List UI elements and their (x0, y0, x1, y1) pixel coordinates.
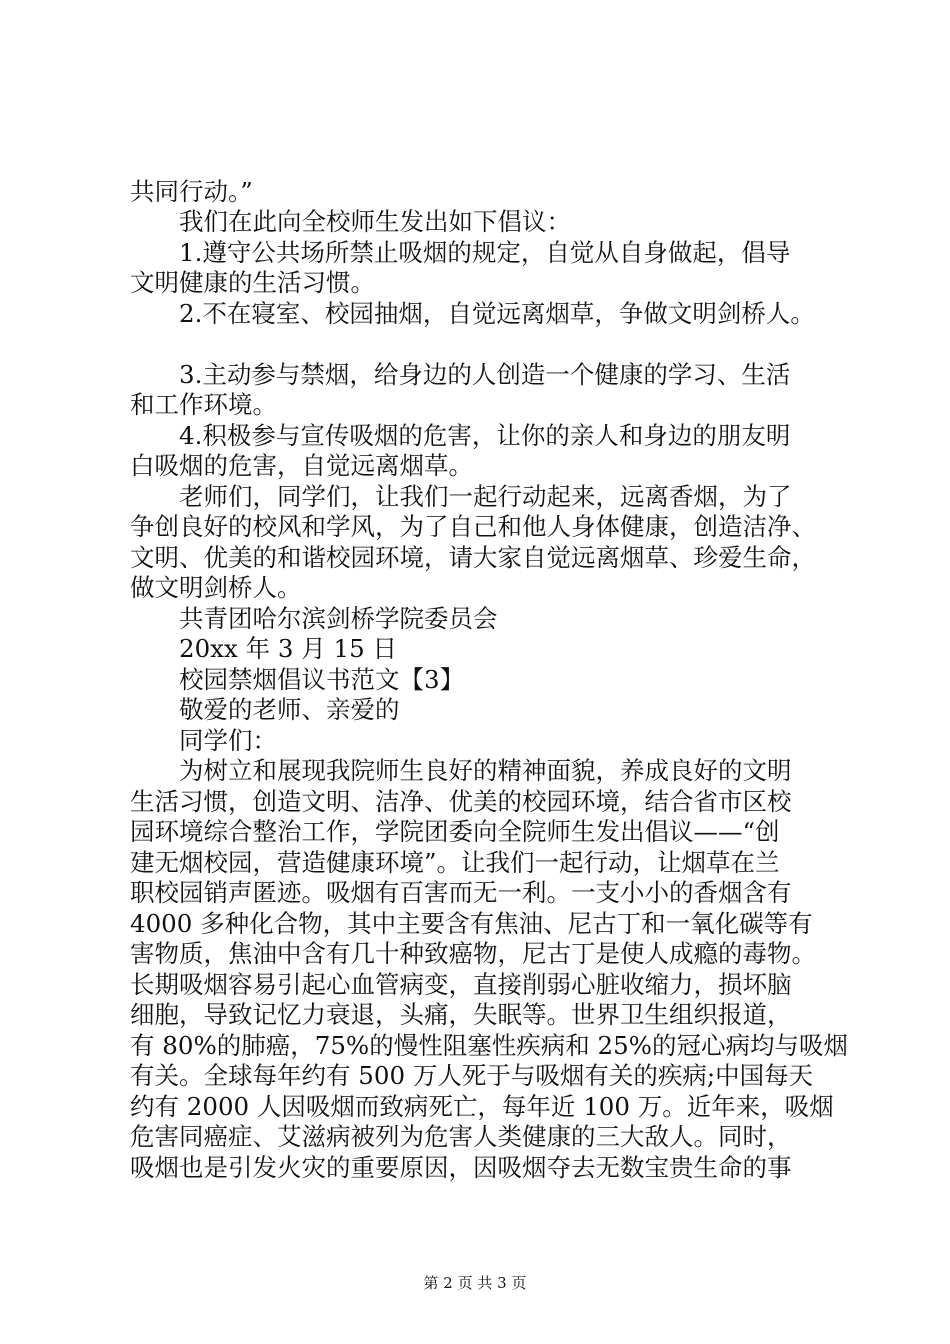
text-line: 职校园销声匿迹。吸烟有百害而无一利。一支小小的香烟含有 (130, 878, 792, 907)
text-line: 约有 2000 人因吸烟而致病死亡，每年近 100 万。近年来，吸烟 (130, 1092, 834, 1121)
text-line: 害物质，焦油中含有几十种致癌物，尼古丁是使人成瘾的毒物。 (130, 939, 816, 968)
text-line: 3.主动参与禁烟，给身边的人创造一个健康的学习、生活 (179, 360, 791, 389)
text-line: 共同行动。” (130, 177, 253, 206)
text-line: 2.不在寝室、校园抽烟，自觉远离烟草，争做文明剑桥人。 (179, 299, 815, 328)
text-line: 园环境综合整治工作，学院团委向全院师生发出倡议——“创 (130, 817, 780, 846)
text-line: 有关。全球每年约有 500 万人死于与吸烟有关的疾病;中国每天 (130, 1061, 814, 1090)
text-line: 做文明剑桥人。 (130, 573, 302, 602)
text-line: 吸烟也是引发火灾的重要原因，因吸烟夺去无数宝贵生命的事 (130, 1153, 792, 1182)
text-line: 生活习惯，创造文明、洁净、优美的校园环境，结合省市区校 (130, 787, 792, 816)
text-line: 白吸烟的危害，自觉远离烟草。 (130, 451, 473, 480)
signature-date: 20xx 年 3 月 15 日 (179, 634, 398, 663)
signature-organization: 共青团哈尔滨剑桥学院委员会 (179, 604, 498, 633)
section-heading: 校园禁烟倡议书范文【3】 (179, 665, 465, 694)
text-line: 老师们，同学们，让我们一起行动起来，远离香烟，为了 (179, 482, 792, 511)
salutation-line: 敬爱的老师、亲爱的 (179, 695, 400, 724)
text-line: 危害同癌症、艾滋病被列为危害人类健康的三大敌人。同时， (130, 1122, 792, 1151)
text-line: 有 80%的肺癌，75%的慢性阻塞性疾病和 25%的冠心病均与吸烟 (130, 1031, 848, 1060)
text-line: 文明、优美的和谐校园环境，请大家自觉远离烟草、珍爱生命， (130, 543, 816, 572)
text-line: 和工作环境。 (130, 390, 277, 419)
text-line: 为树立和展现我院师生良好的精神面貌，养成良好的文明 (179, 756, 792, 785)
text-line: 4.积极参与宣传吸烟的危害，让你的亲人和身边的朋友明 (179, 421, 791, 450)
text-line: 我们在此向全校师生发出如下倡议： (179, 207, 571, 236)
salutation-line: 同学们： (179, 726, 277, 755)
page-number-footer: 第 2 页 共 3 页 (423, 1274, 527, 1292)
text-line: 1.遵守公共场所禁止吸烟的规定，自觉从自身做起，倡导 (179, 238, 791, 267)
text-line: 细胞，导致记忆力衰退，头痛，失眠等。世界卫生组织报道， (130, 1000, 792, 1029)
text-line: 争创良好的校风和学风，为了自己和他人身体健康，创造洁净、 (130, 512, 816, 541)
text-line: 4000 多种化合物，其中主要含有焦油、尼古丁和一氧化碳等有 (130, 909, 813, 938)
text-line: 建无烟校园，营造健康环境”。让我们一起行动，让烟草在兰 (130, 848, 780, 877)
text-line: 文明健康的生活习惯。 (130, 268, 375, 297)
text-line: 长期吸烟容易引起心血管病变，直接削弱心脏收缩力，损坏脑 (130, 970, 792, 999)
